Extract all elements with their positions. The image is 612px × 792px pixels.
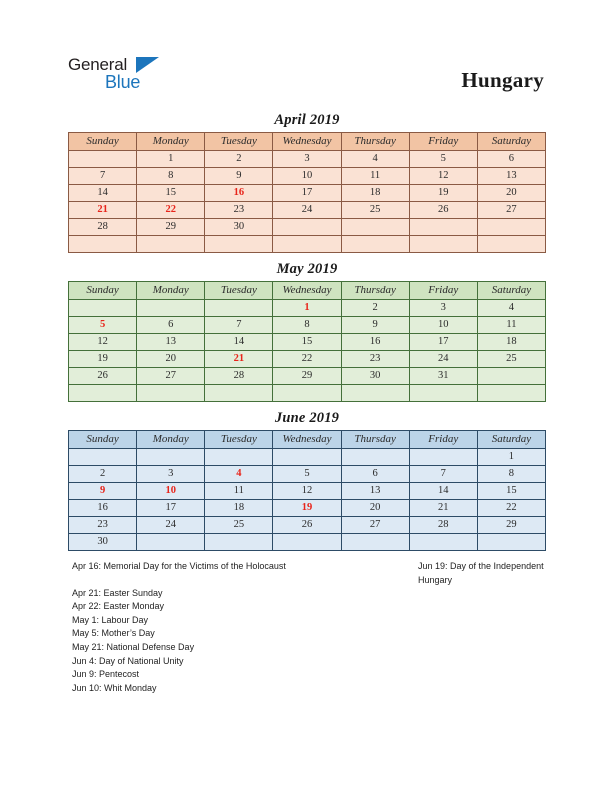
calendar-day-empty	[69, 236, 137, 253]
calendar-day-june-3[interactable]: 3	[137, 466, 205, 483]
calendar-day-empty	[137, 385, 205, 402]
calendar-day-empty	[137, 236, 205, 253]
calendar-day-june-17[interactable]: 17	[137, 500, 205, 517]
page-header	[0, 0, 612, 110]
calendar-day-empty	[205, 534, 273, 551]
calendar-day-june-28[interactable]: 28	[409, 517, 477, 534]
weekday-header-monday: Monday	[137, 282, 205, 300]
calendar-day-empty	[273, 385, 341, 402]
calendar-week-row	[69, 466, 546, 483]
logo-text-general: General	[68, 55, 128, 74]
calendar-day-empty	[205, 236, 273, 253]
holiday-list-item: May 21: National Defense Day	[72, 641, 195, 652]
calendar-day-april-18[interactable]: 18	[341, 185, 409, 202]
calendar-day-may-25[interactable]: 25	[477, 351, 545, 368]
calendar-week-row	[69, 449, 546, 466]
calendar-day-may-30[interactable]: 30	[341, 368, 409, 385]
calendar-table-june	[68, 430, 546, 551]
calendar-day-june-29[interactable]: 29	[477, 517, 545, 534]
calendar-day-june-16[interactable]: 16	[69, 500, 137, 517]
calendar-day-empty	[69, 385, 137, 402]
calendar-body-may	[69, 300, 546, 402]
holiday-column-left	[72, 560, 392, 695]
calendar-day-empty	[273, 219, 341, 236]
calendar-day-april-28[interactable]: 28	[69, 219, 137, 236]
calendar-day-april-15[interactable]: 15	[137, 185, 205, 202]
calendar-day-june-24[interactable]: 24	[137, 517, 205, 534]
calendar-week-row	[69, 385, 546, 402]
logo-text-blue: Blue	[105, 72, 141, 92]
calendar-day-empty	[477, 534, 545, 551]
calendar-day-june-9[interactable]: 9	[69, 483, 137, 500]
calendar-day-may-22[interactable]: 22	[273, 351, 341, 368]
calendar-day-april-9[interactable]: 9	[205, 168, 273, 185]
calendar-week-row	[69, 483, 546, 500]
calendar-table-may	[68, 281, 546, 402]
calendar-week-row	[69, 185, 546, 202]
calendar-day-april-5[interactable]: 5	[409, 151, 477, 168]
weekday-header-wednesday: Wednesday	[273, 282, 341, 300]
calendar-day-april-16[interactable]: 16	[205, 185, 273, 202]
calendar-day-may-11[interactable]: 11	[477, 317, 545, 334]
month-title-june: June 2019	[274, 410, 340, 426]
calendar-week-row	[69, 517, 546, 534]
calendar-day-june-19[interactable]: 19	[273, 500, 341, 517]
calendar-day-june-25[interactable]: 25	[205, 517, 273, 534]
calendar-day-may-4[interactable]: 4	[477, 300, 545, 317]
calendar-day-may-15[interactable]: 15	[273, 334, 341, 351]
weekday-header-row	[69, 431, 546, 449]
calendar-block-june	[68, 408, 546, 551]
calendar-day-april-1[interactable]: 1	[137, 151, 205, 168]
weekday-header-thursday: Thursday	[341, 282, 409, 300]
weekday-header-thursday: Thursday	[341, 133, 409, 151]
calendar-day-april-11[interactable]: 11	[341, 168, 409, 185]
month-title-may: May 2019	[276, 261, 338, 277]
calendar-day-may-6[interactable]: 6	[137, 317, 205, 334]
calendar-day-empty	[137, 300, 205, 317]
weekday-header-friday: Friday	[409, 431, 477, 449]
calendar-day-empty	[477, 385, 545, 402]
calendar-day-april-7[interactable]: 7	[69, 168, 137, 185]
calendar-day-empty	[341, 385, 409, 402]
calendar-week-row	[69, 500, 546, 517]
calendar-day-april-26[interactable]: 26	[409, 202, 477, 219]
weekday-header-sunday: Sunday	[69, 431, 137, 449]
holiday-list-item: May 5: Mother’s Day	[72, 628, 155, 639]
calendar-day-empty	[69, 449, 137, 466]
calendar-day-june-14[interactable]: 14	[409, 483, 477, 500]
calendar-week-row	[69, 151, 546, 168]
holiday-list-item: Apr 22: Easter Monday	[72, 601, 165, 612]
calendar-day-june-6[interactable]: 6	[341, 466, 409, 483]
weekday-header-tuesday: Tuesday	[205, 282, 273, 300]
weekday-header-friday: Friday	[409, 133, 477, 151]
calendar-day-may-18[interactable]: 18	[477, 334, 545, 351]
holiday-list-item: Jun 4: Day of National Unity	[72, 655, 184, 666]
calendar-day-april-6[interactable]: 6	[477, 151, 545, 168]
calendar-day-april-10[interactable]: 10	[273, 168, 341, 185]
holiday-list-item: Jun 10: Whit Monday	[72, 682, 157, 693]
calendar-day-empty	[409, 385, 477, 402]
calendar-day-empty	[273, 236, 341, 253]
weekday-header-saturday: Saturday	[477, 133, 545, 151]
calendar-day-may-27[interactable]: 27	[137, 368, 205, 385]
weekday-header-saturday: Saturday	[477, 282, 545, 300]
calendar-day-empty	[409, 534, 477, 551]
calendar-day-june-22[interactable]: 22	[477, 500, 545, 517]
holiday-spacer	[72, 574, 392, 587]
calendar-day-april-12[interactable]: 12	[409, 168, 477, 185]
holiday-list-item: May 1: Labour Day	[72, 614, 149, 625]
calendar-day-empty	[273, 449, 341, 466]
calendar-day-may-21[interactable]: 21	[205, 351, 273, 368]
calendar-day-empty	[341, 219, 409, 236]
weekday-header-row	[69, 282, 546, 300]
calendar-week-row	[69, 219, 546, 236]
calendar-week-row	[69, 300, 546, 317]
weekday-header-wednesday: Wednesday	[273, 133, 341, 151]
calendar-week-row	[69, 368, 546, 385]
logo-triangle-icon	[136, 57, 159, 73]
calendar-day-june-20[interactable]: 20	[341, 500, 409, 517]
calendar-day-may-31[interactable]: 31	[409, 368, 477, 385]
calendar-day-june-12[interactable]: 12	[273, 483, 341, 500]
calendar-day-may-29[interactable]: 29	[273, 368, 341, 385]
calendar-week-row	[69, 334, 546, 351]
general-blue-logo	[68, 56, 188, 100]
month-title-april: April 2019	[274, 112, 340, 128]
calendar-day-may-2[interactable]: 2	[341, 300, 409, 317]
calendar-body-april	[69, 151, 546, 253]
calendar-day-june-23[interactable]: 23	[69, 517, 137, 534]
calendar-day-empty	[409, 236, 477, 253]
weekday-header-row	[69, 133, 546, 151]
calendar-table-april	[68, 132, 546, 253]
calendar-day-may-3[interactable]: 3	[409, 300, 477, 317]
weekday-header-saturday: Saturday	[477, 431, 545, 449]
weekday-header-tuesday: Tuesday	[205, 133, 273, 151]
calendar-week-row	[69, 351, 546, 368]
calendar-day-april-17[interactable]: 17	[273, 185, 341, 202]
calendar-day-may-5[interactable]: 5	[69, 317, 137, 334]
calendar-day-june-13[interactable]: 13	[341, 483, 409, 500]
calendar-day-june-26[interactable]: 26	[273, 517, 341, 534]
calendar-day-may-24[interactable]: 24	[409, 351, 477, 368]
holiday-list	[72, 587, 392, 696]
calendar-day-may-17[interactable]: 17	[409, 334, 477, 351]
calendar-day-april-20[interactable]: 20	[477, 185, 545, 202]
calendar-day-june-8[interactable]: 8	[477, 466, 545, 483]
weekday-header-friday: Friday	[409, 282, 477, 300]
calendar-day-empty	[477, 219, 545, 236]
calendar-day-empty	[341, 449, 409, 466]
calendar-day-april-22[interactable]: 22	[137, 202, 205, 219]
calendar-day-june-21[interactable]: 21	[409, 500, 477, 517]
calendar-day-empty	[137, 534, 205, 551]
calendar-day-april-2[interactable]: 2	[205, 151, 273, 168]
calendar-day-april-4[interactable]: 4	[341, 151, 409, 168]
calendar-week-row	[69, 534, 546, 551]
calendar-day-april-24[interactable]: 24	[273, 202, 341, 219]
calendar-day-april-21[interactable]: 21	[69, 202, 137, 219]
calendar-day-april-25[interactable]: 25	[341, 202, 409, 219]
calendar-day-may-20[interactable]: 20	[137, 351, 205, 368]
calendar-day-april-23[interactable]: 23	[205, 202, 273, 219]
calendar-day-may-8[interactable]: 8	[273, 317, 341, 334]
calendar-day-empty	[341, 236, 409, 253]
calendar-week-row	[69, 236, 546, 253]
calendar-day-april-3[interactable]: 3	[273, 151, 341, 168]
calendar-day-may-13[interactable]: 13	[137, 334, 205, 351]
calendar-day-may-9[interactable]: 9	[341, 317, 409, 334]
calendar-day-april-13[interactable]: 13	[477, 168, 545, 185]
calendar-day-april-19[interactable]: 19	[409, 185, 477, 202]
calendar-day-empty	[477, 368, 545, 385]
calendar-day-empty	[341, 534, 409, 551]
page-title: Hungary	[461, 68, 544, 92]
calendar-week-row	[69, 317, 546, 334]
calendar-day-may-28[interactable]: 28	[205, 368, 273, 385]
calendar-day-empty	[477, 236, 545, 253]
calendar-day-may-12[interactable]: 12	[69, 334, 137, 351]
calendar-day-may-10[interactable]: 10	[409, 317, 477, 334]
calendar-day-empty	[69, 151, 137, 168]
calendar-day-june-7[interactable]: 7	[409, 466, 477, 483]
holiday-featured-left: Apr 16: Memorial Day for the Victims of the Holocaust	[72, 561, 286, 571]
calendar-day-may-26[interactable]: 26	[69, 368, 137, 385]
calendar-day-empty	[205, 449, 273, 466]
calendar-week-row	[69, 202, 546, 219]
holiday-featured-right: Jun 19: Day of the Independent Hungary	[418, 561, 544, 585]
calendar-day-june-2[interactable]: 2	[69, 466, 137, 483]
calendar-day-may-7[interactable]: 7	[205, 317, 273, 334]
calendar-day-june-30[interactable]: 30	[69, 534, 137, 551]
holiday-list-item: Jun 9: Pentecost	[72, 669, 140, 680]
calendar-day-april-27[interactable]: 27	[477, 202, 545, 219]
weekday-header-sunday: Sunday	[69, 282, 137, 300]
calendar-day-empty	[409, 219, 477, 236]
calendar-day-june-11[interactable]: 11	[205, 483, 273, 500]
calendar-day-june-18[interactable]: 18	[205, 500, 273, 517]
calendar-day-may-19[interactable]: 19	[69, 351, 137, 368]
calendar-day-empty	[205, 300, 273, 317]
calendar-day-april-30[interactable]: 30	[205, 219, 273, 236]
weekday-header-monday: Monday	[137, 133, 205, 151]
holiday-column-right	[418, 560, 568, 587]
calendar-day-april-8[interactable]: 8	[137, 168, 205, 185]
calendar-day-empty	[409, 449, 477, 466]
calendar-day-june-10[interactable]: 10	[137, 483, 205, 500]
calendar-day-empty	[137, 449, 205, 466]
calendar-day-may-23[interactable]: 23	[341, 351, 409, 368]
calendar-day-empty	[273, 534, 341, 551]
calendar-day-empty	[69, 300, 137, 317]
weekday-header-tuesday: Tuesday	[205, 431, 273, 449]
calendar-day-may-1[interactable]: 1	[273, 300, 341, 317]
calendar-day-empty	[205, 385, 273, 402]
calendar-day-april-14[interactable]: 14	[69, 185, 137, 202]
calendar-day-april-29[interactable]: 29	[137, 219, 205, 236]
calendar-day-june-1[interactable]: 1	[477, 449, 545, 466]
calendar-day-june-5[interactable]: 5	[273, 466, 341, 483]
calendar-day-june-4[interactable]: 4	[205, 466, 273, 483]
calendar-day-may-16[interactable]: 16	[341, 334, 409, 351]
calendar-body-june	[69, 449, 546, 551]
weekday-header-wednesday: Wednesday	[273, 431, 341, 449]
calendar-block-april	[68, 110, 546, 253]
calendar-day-june-15[interactable]: 15	[477, 483, 545, 500]
weekday-header-monday: Monday	[137, 431, 205, 449]
holiday-list-item: Apr 21: Easter Sunday	[72, 587, 163, 598]
weekday-header-thursday: Thursday	[341, 431, 409, 449]
calendar-block-may	[68, 259, 546, 402]
calendar-day-june-27[interactable]: 27	[341, 517, 409, 534]
calendar-week-row	[69, 168, 546, 185]
calendar-day-may-14[interactable]: 14	[205, 334, 273, 351]
weekday-header-sunday: Sunday	[69, 133, 137, 151]
